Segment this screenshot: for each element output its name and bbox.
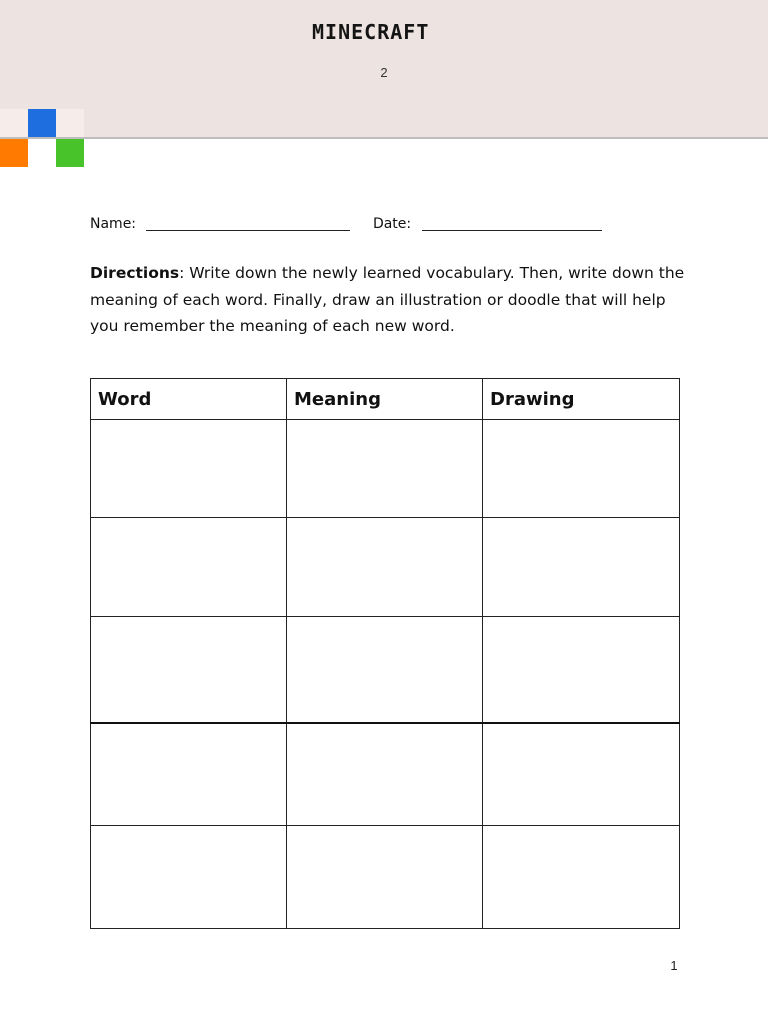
meaning-cell[interactable] <box>287 420 483 518</box>
name-date-row <box>90 216 602 232</box>
pixel-block-green <box>56 139 84 167</box>
pixel-block-pale <box>0 109 28 137</box>
column-header-meaning: Meaning <box>287 379 483 420</box>
date-line[interactable] <box>422 216 602 231</box>
logo <box>312 20 456 44</box>
page-header <box>0 0 768 139</box>
word-cell[interactable] <box>91 420 287 518</box>
word-cell[interactable] <box>91 723 287 826</box>
meaning-cell[interactable] <box>287 826 483 929</box>
pixel-block-pale <box>56 109 84 137</box>
date-label: Date: <box>372 216 412 232</box>
table-row <box>91 826 680 929</box>
table-header-row <box>91 379 680 420</box>
column-header-drawing: Drawing <box>483 379 680 420</box>
meaning-cell[interactable] <box>287 617 483 723</box>
drawing-cell[interactable] <box>483 420 680 518</box>
name-label: Name: <box>90 216 137 232</box>
word-cell[interactable] <box>91 518 287 617</box>
header-page-number: 2 <box>380 65 388 80</box>
directions-text: : Write down the newly learned vocabulary. Then, write down the meaning of each word. Finally, draw an illustration or doodle that will help you remember the meaning of each new word. <box>90 264 685 335</box>
directions-label: Directions <box>90 264 180 282</box>
drawing-cell[interactable] <box>483 826 680 929</box>
drawing-cell[interactable] <box>483 518 680 617</box>
table-row <box>91 420 680 518</box>
footer-page-number: 1 <box>670 958 678 973</box>
vocabulary-table <box>90 378 680 929</box>
table-row <box>91 723 680 826</box>
logo-text: MINECRAFT <box>312 20 430 44</box>
pixel-block-blue <box>28 109 56 137</box>
meaning-cell[interactable] <box>287 518 483 617</box>
column-header-word: Word <box>91 379 287 420</box>
drawing-cell[interactable] <box>483 723 680 826</box>
directions-paragraph <box>90 260 690 340</box>
meaning-cell[interactable] <box>287 723 483 826</box>
word-cell[interactable] <box>91 617 287 723</box>
table-row <box>91 617 680 723</box>
word-cell[interactable] <box>91 826 287 929</box>
name-line[interactable] <box>146 216 350 231</box>
table-row <box>91 518 680 617</box>
drawing-cell[interactable] <box>483 617 680 723</box>
pixel-block-orange <box>0 139 28 167</box>
